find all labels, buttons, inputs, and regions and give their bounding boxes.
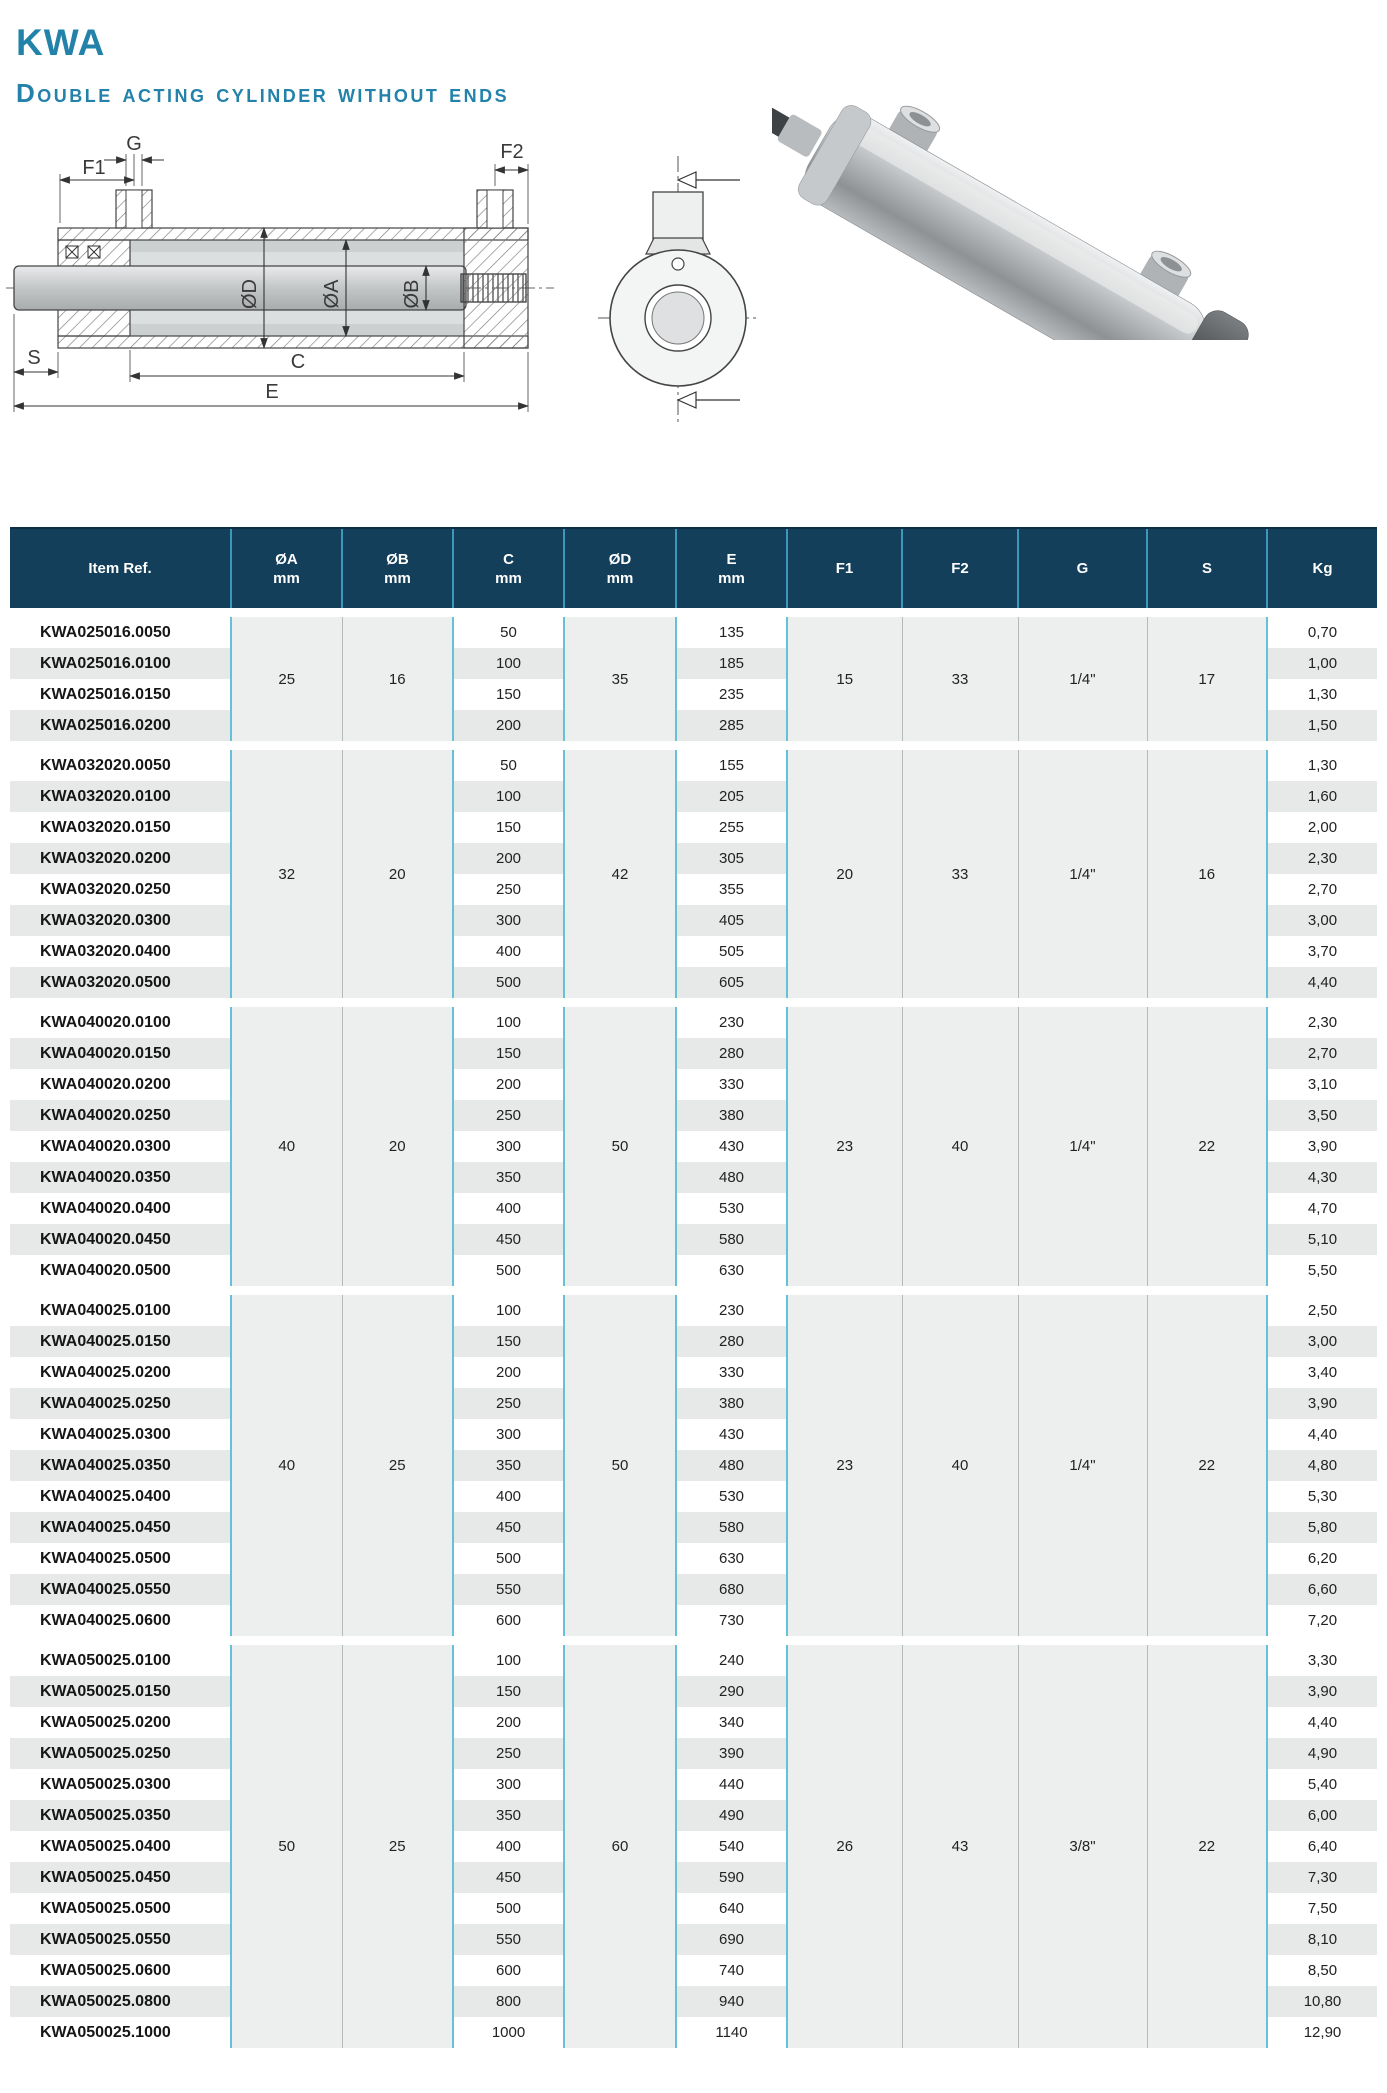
page-subtitle: Double acting cylinder without ends: [16, 78, 510, 108]
stroke-c-cell: 350: [453, 1162, 564, 1193]
spec-group: [10, 750, 1377, 998]
item-ref-cell: KWA025016.0150: [10, 679, 231, 710]
weight-cell: 5,80: [1267, 1512, 1377, 1543]
dim-label-f1: F1: [82, 157, 106, 179]
weight-cell: 3,40: [1267, 1357, 1377, 1388]
length-e-cell: 630: [676, 1543, 787, 1574]
weight-cell: 4,40: [1267, 967, 1377, 998]
column-header-unit: mm: [718, 569, 745, 587]
item-ref-cell: KWA040020.0350: [10, 1162, 231, 1193]
weight-cell: 7,30: [1267, 1862, 1377, 1893]
gap-row: [10, 741, 1377, 750]
table-header: [10, 528, 1377, 608]
length-e-cell: 330: [676, 1357, 787, 1388]
stroke-c-cell: 250: [453, 874, 564, 905]
length-e-cell: 580: [676, 1512, 787, 1543]
gap-row: [10, 608, 1377, 617]
merged-value-cell: 42: [564, 750, 676, 998]
weight-cell: 1,30: [1267, 679, 1377, 710]
column-header-label: ØA: [275, 550, 298, 568]
weight-cell: 4,80: [1267, 1450, 1377, 1481]
weight-cell: 12,90: [1267, 2017, 1377, 2048]
length-e-cell: 480: [676, 1450, 787, 1481]
merged-value-cell: 25: [342, 1295, 453, 1636]
item-ref-cell: KWA032020.0050: [10, 750, 231, 781]
stroke-c-cell: 50: [453, 750, 564, 781]
column-header: [231, 528, 342, 608]
weight-cell: 4,90: [1267, 1738, 1377, 1769]
stroke-c-cell: 550: [453, 1924, 564, 1955]
weight-cell: 10,80: [1267, 1986, 1377, 2017]
column-header-label: F2: [951, 560, 969, 577]
length-e-cell: 290: [676, 1676, 787, 1707]
weight-cell: 2,00: [1267, 812, 1377, 843]
stroke-c-cell: 1000: [453, 2017, 564, 2048]
item-ref-cell: KWA040020.0450: [10, 1224, 231, 1255]
stroke-c-cell: 50: [453, 617, 564, 648]
item-ref-cell: KWA040025.0250: [10, 1388, 231, 1419]
item-ref-cell: KWA040025.0450: [10, 1512, 231, 1543]
column-header: [787, 528, 902, 608]
item-ref-cell: KWA050025.0400: [10, 1831, 231, 1862]
weight-cell: 3,10: [1267, 1069, 1377, 1100]
column-header-label: Item Ref.: [88, 560, 152, 577]
item-ref-cell: KWA040025.0300: [10, 1419, 231, 1450]
item-ref-cell: KWA050025.0550: [10, 1924, 231, 1955]
merged-value-cell: 20: [787, 750, 902, 998]
item-ref-cell: KWA025016.0200: [10, 710, 231, 741]
stroke-c-cell: 800: [453, 1986, 564, 2017]
merged-value-cell: 16: [1147, 750, 1267, 998]
column-header-label: G: [1076, 560, 1089, 577]
item-ref-cell: KWA040020.0100: [10, 1007, 231, 1038]
weight-cell: 4,40: [1267, 1707, 1377, 1738]
stroke-c-cell: 450: [453, 1224, 564, 1255]
spec-group: [10, 1645, 1377, 2048]
column-header-label: E: [726, 550, 737, 568]
length-e-cell: 155: [676, 750, 787, 781]
stroke-c-cell: 200: [453, 710, 564, 741]
length-e-cell: 1140: [676, 2017, 787, 2048]
length-e-cell: 630: [676, 1255, 787, 1286]
column-header-unit: mm: [273, 569, 300, 587]
weight-cell: 4,30: [1267, 1162, 1377, 1193]
section-arrow-bottom: [678, 392, 696, 408]
merged-value-cell: 32: [231, 750, 342, 998]
port-hole: [672, 258, 684, 270]
merged-value-cell: 50: [564, 1295, 676, 1636]
spec-group: [10, 1295, 1377, 1636]
length-e-cell: 640: [676, 1893, 787, 1924]
length-e-cell: 305: [676, 843, 787, 874]
item-ref-cell: KWA040020.0400: [10, 1193, 231, 1224]
column-header-unit: mm: [384, 569, 411, 587]
length-e-cell: 540: [676, 1831, 787, 1862]
length-e-cell: 280: [676, 1326, 787, 1357]
dim-label-f2: F2: [500, 141, 524, 163]
length-e-cell: 940: [676, 1986, 787, 2017]
product-photo: [772, 55, 1384, 340]
stroke-c-cell: 200: [453, 843, 564, 874]
merged-value-cell: 25: [231, 617, 342, 741]
stroke-c-cell: 450: [453, 1862, 564, 1893]
table-row: [10, 1007, 1377, 1038]
item-ref-cell: KWA050025.0300: [10, 1769, 231, 1800]
weight-cell: 5,50: [1267, 1255, 1377, 1286]
column-header: [1018, 528, 1147, 608]
item-ref-cell: KWA050025.1000: [10, 2017, 231, 2048]
item-ref-cell: KWA040020.0150: [10, 1038, 231, 1069]
weight-cell: 6,00: [1267, 1800, 1377, 1831]
item-ref-cell: KWA050025.0600: [10, 1955, 231, 1986]
merged-value-cell: 50: [564, 1007, 676, 1286]
merged-value-cell: 20: [342, 750, 453, 998]
weight-cell: 0,70: [1267, 617, 1377, 648]
item-ref-cell: KWA050025.0200: [10, 1707, 231, 1738]
end-view-drawing: [568, 150, 788, 430]
weight-cell: 6,60: [1267, 1574, 1377, 1605]
gap-cell: [10, 741, 1377, 750]
port-right: [477, 190, 513, 228]
length-e-cell: 230: [676, 1295, 787, 1326]
item-ref-cell: KWA032020.0150: [10, 812, 231, 843]
weight-cell: 7,50: [1267, 1893, 1377, 1924]
cross-section-drawing: [6, 128, 554, 433]
weight-cell: 3,00: [1267, 905, 1377, 936]
merged-value-cell: 22: [1147, 1295, 1267, 1636]
stroke-c-cell: 400: [453, 1481, 564, 1512]
dim-label-da: ØA: [321, 279, 343, 309]
stroke-c-cell: 300: [453, 1769, 564, 1800]
weight-cell: 2,30: [1267, 843, 1377, 874]
weight-cell: 8,50: [1267, 1955, 1377, 1986]
column-header-label: Kg: [1312, 560, 1333, 577]
column-header: [10, 528, 231, 608]
table-gap: [10, 608, 1377, 617]
merged-value-cell: 25: [342, 1645, 453, 2048]
column-header-label: ØD: [608, 550, 632, 568]
length-e-cell: 740: [676, 1955, 787, 1986]
stroke-c-cell: 600: [453, 1955, 564, 1986]
length-e-cell: 440: [676, 1769, 787, 1800]
length-e-cell: 340: [676, 1707, 787, 1738]
dim-label-db: ØB: [401, 279, 423, 309]
length-e-cell: 530: [676, 1481, 787, 1512]
stroke-c-cell: 500: [453, 1255, 564, 1286]
stroke-c-cell: 100: [453, 648, 564, 679]
merged-value-cell: 40: [231, 1295, 342, 1636]
column-header: [1267, 528, 1377, 608]
tube-wall-top: [58, 228, 528, 240]
length-e-cell: 490: [676, 1800, 787, 1831]
length-e-cell: 580: [676, 1224, 787, 1255]
weight-cell: 3,90: [1267, 1676, 1377, 1707]
stroke-c-cell: 500: [453, 1543, 564, 1574]
stroke-c-cell: 250: [453, 1388, 564, 1419]
stroke-c-cell: 200: [453, 1707, 564, 1738]
length-e-cell: 380: [676, 1388, 787, 1419]
length-e-cell: 590: [676, 1862, 787, 1893]
weight-cell: 3,30: [1267, 1645, 1377, 1676]
weight-cell: 1,50: [1267, 710, 1377, 741]
merged-value-cell: 33: [902, 750, 1018, 998]
weight-cell: 1,00: [1267, 648, 1377, 679]
item-ref-cell: KWA032020.0500: [10, 967, 231, 998]
dim-label-c: C: [290, 351, 306, 373]
table-gap: [10, 1286, 1377, 1295]
merged-value-cell: 22: [1147, 1007, 1267, 1286]
weight-cell: 6,40: [1267, 1831, 1377, 1862]
column-header-label: ØB: [386, 550, 409, 568]
stroke-c-cell: 200: [453, 1069, 564, 1100]
length-e-cell: 135: [676, 617, 787, 648]
item-ref-cell: KWA050025.0250: [10, 1738, 231, 1769]
merged-value-cell: 20: [342, 1007, 453, 1286]
table-gap: [10, 998, 1377, 1007]
column-header: [453, 528, 564, 608]
stroke-c-cell: 150: [453, 679, 564, 710]
gap-row: [10, 1636, 1377, 1645]
stroke-c-cell: 200: [453, 1357, 564, 1388]
stroke-c-cell: 150: [453, 812, 564, 843]
spec-group: [10, 1007, 1377, 1286]
stroke-c-cell: 150: [453, 1038, 564, 1069]
tube-wall-bottom: [58, 336, 528, 348]
stroke-c-cell: 250: [453, 1738, 564, 1769]
merged-value-cell: 1/4": [1018, 617, 1147, 741]
length-e-cell: 680: [676, 1574, 787, 1605]
item-ref-cell: KWA025016.0100: [10, 648, 231, 679]
item-ref-cell: KWA025016.0050: [10, 617, 231, 648]
stroke-c-cell: 300: [453, 905, 564, 936]
length-e-cell: 390: [676, 1738, 787, 1769]
merged-value-cell: 40: [902, 1007, 1018, 1286]
merged-value-cell: 3/8": [1018, 1645, 1147, 2048]
column-header-unit: mm: [495, 569, 522, 587]
item-ref-cell: KWA040025.0400: [10, 1481, 231, 1512]
merged-value-cell: 40: [231, 1007, 342, 1286]
length-e-cell: 255: [676, 812, 787, 843]
column-header: [902, 528, 1018, 608]
length-e-cell: 480: [676, 1162, 787, 1193]
stroke-c-cell: 300: [453, 1419, 564, 1450]
length-e-cell: 240: [676, 1645, 787, 1676]
weight-cell: 3,70: [1267, 936, 1377, 967]
table-row: [10, 1295, 1377, 1326]
dim-label-e: E: [265, 381, 279, 403]
merged-value-cell: 23: [787, 1295, 902, 1636]
gap-cell: [10, 1286, 1377, 1295]
weight-cell: 6,20: [1267, 1543, 1377, 1574]
weight-cell: 5,30: [1267, 1481, 1377, 1512]
gap-row: [10, 1286, 1377, 1295]
item-ref-cell: KWA032020.0100: [10, 781, 231, 812]
item-ref-cell: KWA040025.0500: [10, 1543, 231, 1574]
item-ref-cell: KWA040025.0350: [10, 1450, 231, 1481]
merged-value-cell: 15: [787, 617, 902, 741]
item-ref-cell: KWA032020.0300: [10, 905, 231, 936]
page-title: KWA: [16, 22, 106, 63]
length-e-cell: 505: [676, 936, 787, 967]
item-ref-cell: KWA050025.0450: [10, 1862, 231, 1893]
merged-value-cell: 26: [787, 1645, 902, 2048]
weight-cell: 3,90: [1267, 1388, 1377, 1419]
merged-value-cell: 1/4": [1018, 1007, 1147, 1286]
merged-value-cell: 22: [1147, 1645, 1267, 2048]
weight-cell: 4,70: [1267, 1193, 1377, 1224]
merged-value-cell: 50: [231, 1645, 342, 2048]
length-e-cell: 235: [676, 679, 787, 710]
column-header: [676, 528, 787, 608]
table-row: [10, 750, 1377, 781]
stroke-c-cell: 150: [453, 1676, 564, 1707]
stroke-c-cell: 100: [453, 1007, 564, 1038]
item-ref-cell: KWA040025.0600: [10, 1605, 231, 1636]
merged-value-cell: 33: [902, 617, 1018, 741]
stroke-c-cell: 100: [453, 1645, 564, 1676]
stroke-c-cell: 600: [453, 1605, 564, 1636]
weight-cell: 8,10: [1267, 1924, 1377, 1955]
stroke-c-cell: 500: [453, 967, 564, 998]
length-e-cell: 430: [676, 1419, 787, 1450]
weight-cell: 5,10: [1267, 1224, 1377, 1255]
item-ref-cell: KWA040025.0550: [10, 1574, 231, 1605]
length-e-cell: 430: [676, 1131, 787, 1162]
weight-cell: 2,70: [1267, 874, 1377, 905]
stroke-c-cell: 150: [453, 1326, 564, 1357]
weight-cell: 5,40: [1267, 1769, 1377, 1800]
item-ref-cell: KWA050025.0150: [10, 1676, 231, 1707]
merged-value-cell: 1/4": [1018, 1295, 1147, 1636]
weight-cell: 3,00: [1267, 1326, 1377, 1357]
length-e-cell: 205: [676, 781, 787, 812]
stroke-c-cell: 500: [453, 1893, 564, 1924]
stroke-c-cell: 100: [453, 781, 564, 812]
stroke-c-cell: 400: [453, 1831, 564, 1862]
column-header-label: C: [503, 550, 514, 568]
item-ref-cell: KWA050025.0100: [10, 1645, 231, 1676]
table-row: [10, 617, 1377, 648]
merged-value-cell: 16: [342, 617, 453, 741]
rod-face: [652, 292, 704, 344]
stroke-c-cell: 550: [453, 1574, 564, 1605]
merged-value-cell: 35: [564, 617, 676, 741]
length-e-cell: 330: [676, 1069, 787, 1100]
item-ref-cell: KWA032020.0200: [10, 843, 231, 874]
merged-value-cell: 17: [1147, 617, 1267, 741]
dimensions-table: [10, 527, 1377, 2048]
item-ref-cell: KWA040025.0100: [10, 1295, 231, 1326]
length-e-cell: 280: [676, 1038, 787, 1069]
stroke-c-cell: 350: [453, 1800, 564, 1831]
item-ref-cell: KWA050025.0800: [10, 1986, 231, 2017]
dim-label-s: S: [27, 347, 41, 369]
stroke-c-cell: 350: [453, 1450, 564, 1481]
length-e-cell: 405: [676, 905, 787, 936]
length-e-cell: 355: [676, 874, 787, 905]
table-gap: [10, 1636, 1377, 1645]
table-row: [10, 1645, 1377, 1676]
merged-value-cell: 43: [902, 1645, 1018, 2048]
stroke-c-cell: 250: [453, 1100, 564, 1131]
weight-cell: 2,50: [1267, 1295, 1377, 1326]
stroke-c-cell: 400: [453, 936, 564, 967]
item-ref-cell: KWA040020.0250: [10, 1100, 231, 1131]
port-boss: [653, 192, 703, 240]
weight-cell: 3,90: [1267, 1131, 1377, 1162]
weight-cell: 1,30: [1267, 750, 1377, 781]
column-header-label: F1: [835, 560, 854, 577]
merged-value-cell: 23: [787, 1007, 902, 1286]
item-ref-cell: KWA040025.0200: [10, 1357, 231, 1388]
length-e-cell: 285: [676, 710, 787, 741]
merged-value-cell: 60: [564, 1645, 676, 2048]
stroke-c-cell: 100: [453, 1295, 564, 1326]
stroke-c-cell: 450: [453, 1512, 564, 1543]
weight-cell: 4,40: [1267, 1419, 1377, 1450]
item-ref-cell: KWA040020.0300: [10, 1131, 231, 1162]
port-left: [116, 190, 152, 228]
length-e-cell: 380: [676, 1100, 787, 1131]
column-header: [342, 528, 453, 608]
item-ref-cell: KWA032020.0250: [10, 874, 231, 905]
merged-value-cell: 40: [902, 1295, 1018, 1636]
stroke-c-cell: 300: [453, 1131, 564, 1162]
length-e-cell: 730: [676, 1605, 787, 1636]
column-header: [564, 528, 676, 608]
merged-value-cell: 1/4": [1018, 750, 1147, 998]
length-e-cell: 185: [676, 648, 787, 679]
item-ref-cell: KWA040025.0150: [10, 1326, 231, 1357]
header-row: [10, 528, 1377, 608]
column-header-label: S: [1201, 560, 1212, 577]
table-gap: [10, 741, 1377, 750]
section-arrow-top: [678, 172, 696, 188]
weight-cell: 2,30: [1267, 1007, 1377, 1038]
item-ref-cell: KWA040020.0500: [10, 1255, 231, 1286]
dim-label-dd: ØD: [239, 279, 261, 309]
item-ref-cell: KWA040020.0200: [10, 1069, 231, 1100]
weight-cell: 2,70: [1267, 1038, 1377, 1069]
gap-row: [10, 998, 1377, 1007]
column-header: [1147, 528, 1267, 608]
length-e-cell: 690: [676, 1924, 787, 1955]
item-ref-cell: KWA050025.0350: [10, 1800, 231, 1831]
weight-cell: 3,50: [1267, 1100, 1377, 1131]
weight-cell: 7,20: [1267, 1605, 1377, 1636]
gap-cell: [10, 608, 1377, 617]
spec-group: [10, 617, 1377, 741]
stroke-c-cell: 400: [453, 1193, 564, 1224]
length-e-cell: 230: [676, 1007, 787, 1038]
item-ref-cell: KWA050025.0500: [10, 1893, 231, 1924]
table-wrapper: [10, 527, 1377, 2048]
length-e-cell: 605: [676, 967, 787, 998]
gap-cell: [10, 998, 1377, 1007]
gap-cell: [10, 1636, 1377, 1645]
item-ref-cell: KWA032020.0400: [10, 936, 231, 967]
column-header-unit: mm: [606, 569, 634, 587]
weight-cell: 1,60: [1267, 781, 1377, 812]
dim-label-g: G: [126, 133, 142, 155]
length-e-cell: 530: [676, 1193, 787, 1224]
